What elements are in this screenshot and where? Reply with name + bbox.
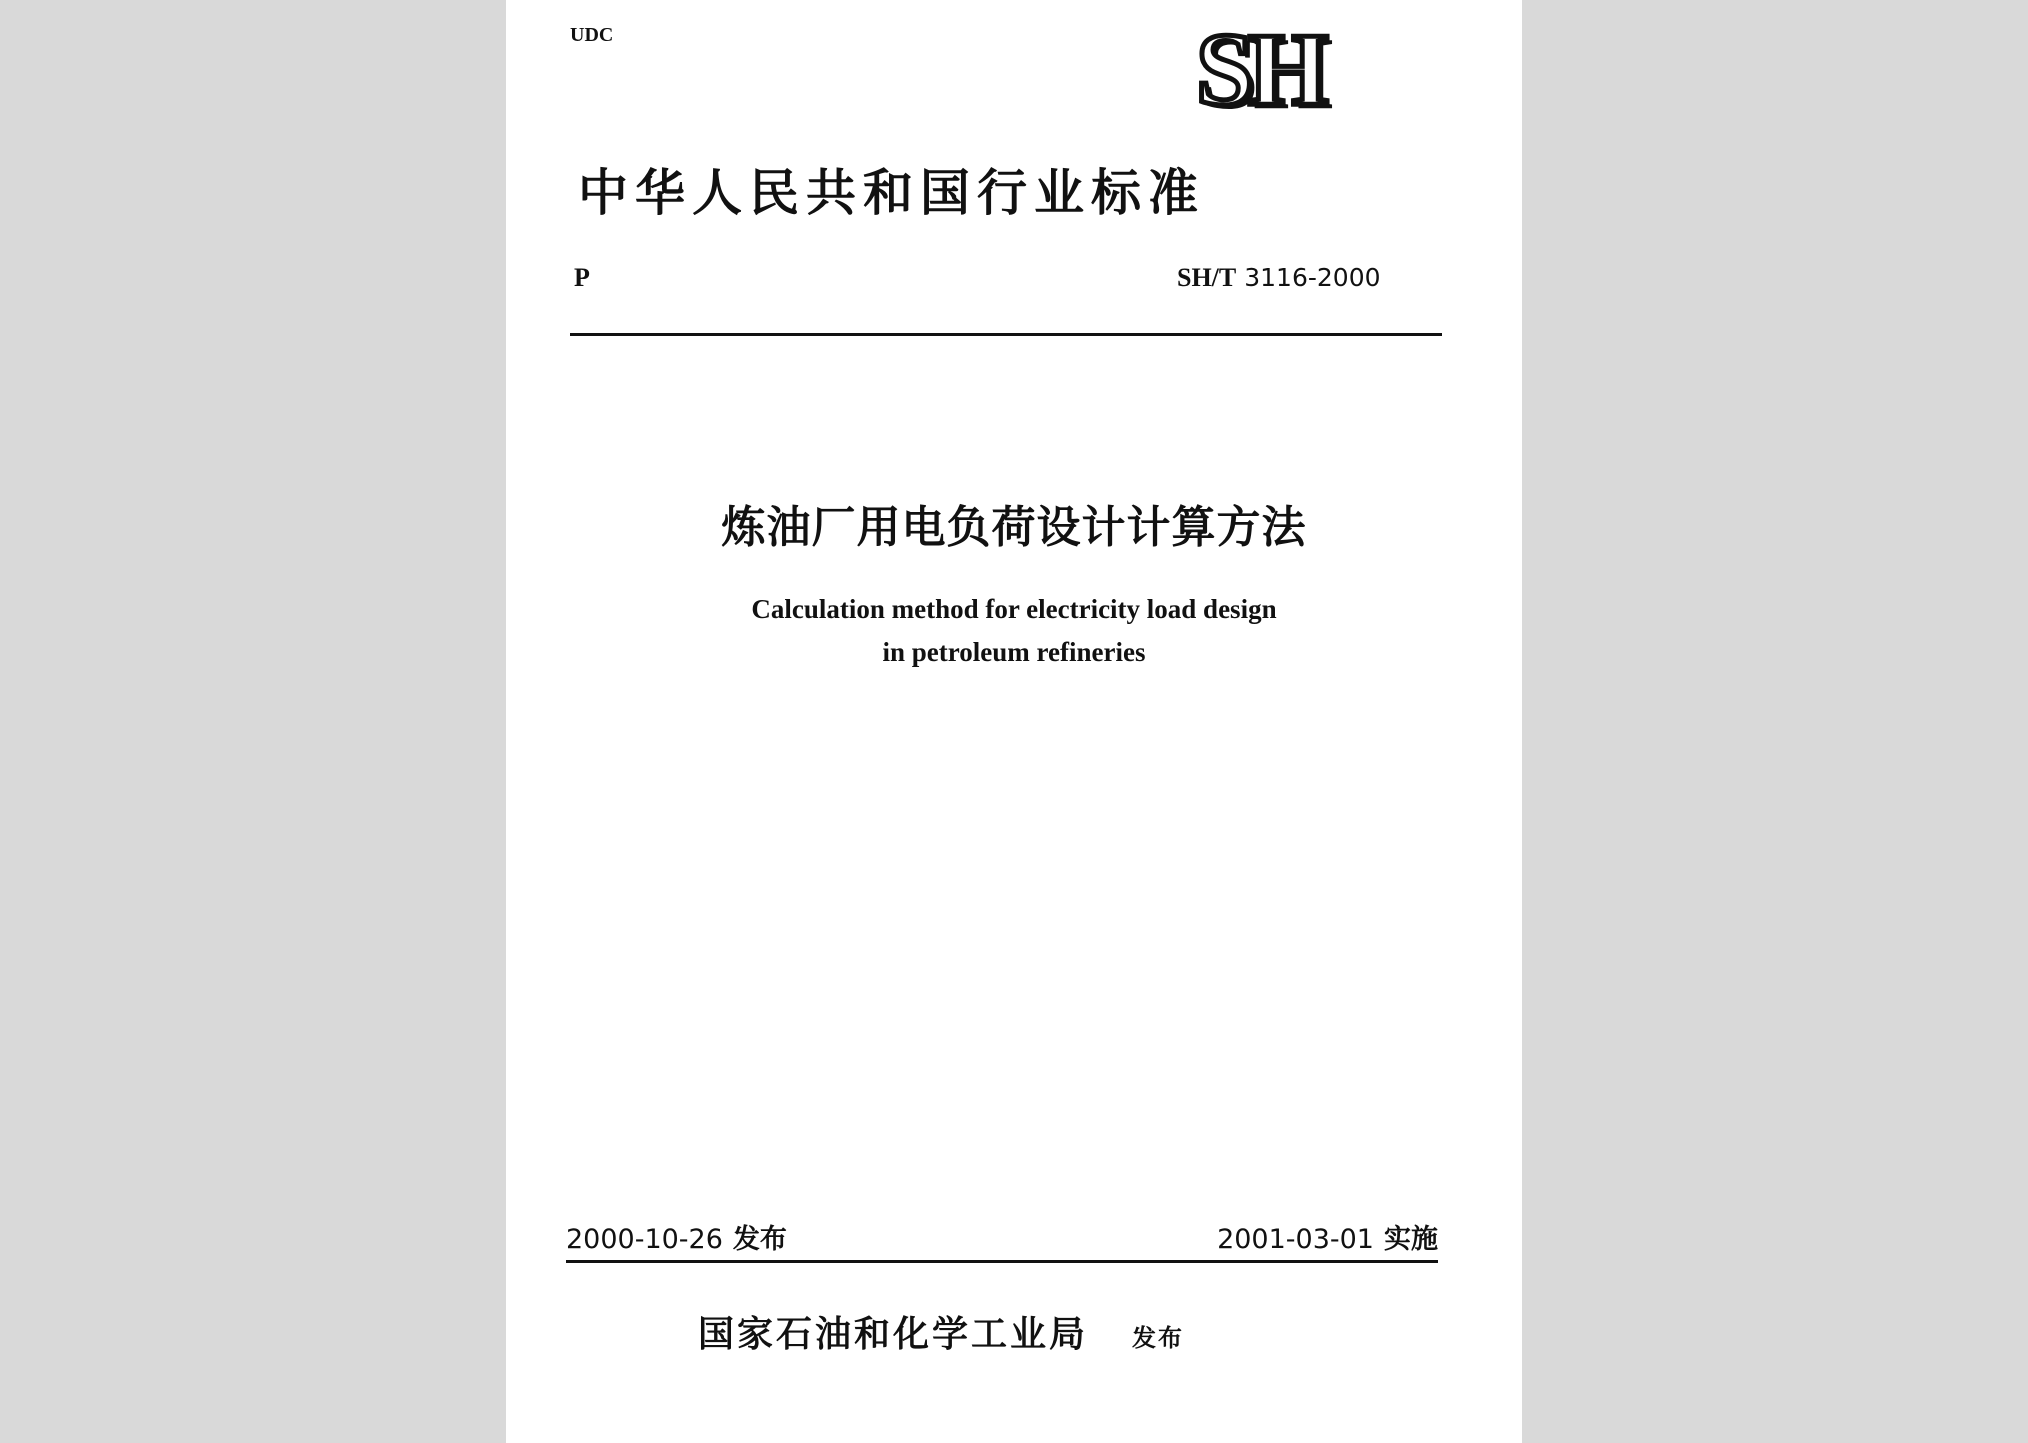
implement-label: 实施 xyxy=(1384,1224,1438,1255)
implement-date: 2001-03-01 xyxy=(1217,1224,1374,1255)
standard-title: 中华人民共和国行业标准 xyxy=(578,163,1205,222)
issue-date: 2000-10-26 xyxy=(566,1224,723,1255)
standard-number xyxy=(1177,263,1381,293)
issue-label: 发布 xyxy=(732,1224,787,1255)
document-title-english xyxy=(506,588,1522,674)
publisher-name: 国家石油和化学工业局 xyxy=(698,1313,1089,1355)
publisher-line xyxy=(698,1306,1184,1357)
implement-date-block xyxy=(1217,1222,1438,1258)
issue-date-block xyxy=(566,1222,787,1258)
publish-action: 发布 xyxy=(1132,1323,1185,1352)
english-title-line-1: Calculation method for electricity load design xyxy=(751,594,1277,624)
header-divider xyxy=(570,333,1442,336)
footer-divider xyxy=(566,1260,1438,1263)
standard-prefix: SH/T xyxy=(1177,263,1237,292)
udc-label: UDC xyxy=(570,24,614,46)
document-title-chinese: 炼油厂用电负荷设计计算方法 xyxy=(721,502,1307,553)
sh-logo: SH xyxy=(1196,12,1323,127)
document-page xyxy=(506,0,1522,1443)
standard-number-value: 3116-2000 xyxy=(1244,263,1381,292)
english-title-line-2: in petroleum refineries xyxy=(882,637,1146,667)
classification-code: P xyxy=(574,263,590,292)
